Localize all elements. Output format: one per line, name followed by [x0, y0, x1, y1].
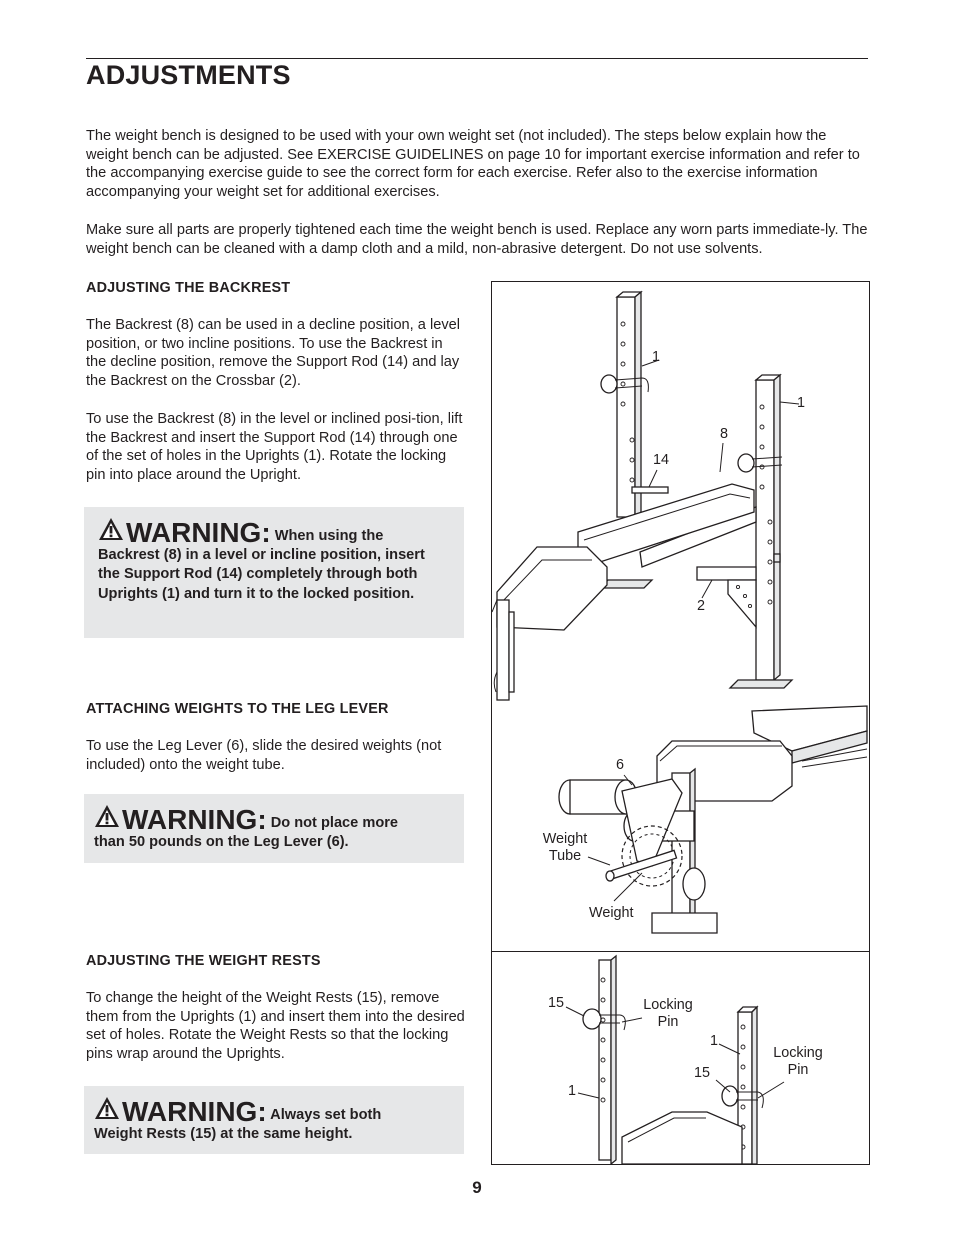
weight-rests-label-locking-pin-right: Locking Pin — [773, 1045, 823, 1078]
warning-triangle-icon — [94, 1096, 120, 1127]
backrest-paragraph-1: The Backrest (8) can be used in a decline position, a level position, or two incline positions. To use the Backrest in the decline position, remove the Support Rod (14) and lay the Backrest on the Crossbar (2). — [86, 317, 460, 389]
warning-label: WARNING: — [126, 517, 271, 548]
weight-rests-leader-lines — [492, 952, 869, 1164]
backrest-figure — [491, 281, 870, 703]
leg-lever-paragraph: To use the Leg Lever (6), slide the desired weights (not included) onto the weight tube. — [86, 738, 442, 773]
intro-paragraph-1: The weight bench is designed to be used with your own weight set (not included). The steps below explain how the weight bench can be adjusted. See EXERCISE GUIDELINES on page 10 for important exercise information and refer to the accompanying exercise guide to see the correct form for each exercise. Refer also to the exercise information accompanying your weight set for additional exercises. — [86, 128, 860, 200]
backrest-paragraph-2: To use the Backrest (8) in the level or inclined posi-tion, lift the Backrest and insert the Support Rod (14) through one of the set of holes in the Uprights (1). Rotate the locking pin into place around the Upright. — [86, 411, 463, 483]
warning-triangle-icon — [94, 804, 120, 835]
backrest-label-upright-left: 1 — [652, 349, 661, 365]
backrest-heading: ADJUSTING THE BACKREST — [86, 280, 291, 296]
weight-rests-label-locking-pin-left: Locking Pin — [643, 997, 693, 1030]
leg-lever-label-weight: Weight — [589, 905, 634, 921]
weight-rests-label-rest-right: 15 — [694, 1065, 711, 1081]
leg-lever-warning-lead: Do not place more — [270, 815, 399, 831]
backrest-warning-box — [84, 507, 464, 638]
backrest-warning-text: Backrest (8) in a level or incline position, insert the Support Rod (14) completely through both Uprights (1) and turn it to the locked position. — [98, 546, 425, 602]
weight-rests-label-rest-left: 15 — [548, 995, 565, 1011]
warning-label: WARNING: — [122, 804, 267, 835]
backrest-warning-lead: When using the — [274, 528, 384, 544]
leg-lever-heading: ATTACHING WEIGHTS TO THE LEG LEVER — [86, 701, 389, 717]
weight-rests-label-upright-left: 1 — [568, 1083, 577, 1099]
backrest-label-crossbar: 2 — [697, 598, 706, 614]
weight-rests-figure — [491, 951, 870, 1165]
leg-lever-figure — [491, 701, 870, 952]
leg-lever-label-lever: 6 — [616, 757, 625, 773]
warning-label: WARNING: — [122, 1096, 267, 1127]
leg-lever-label-weight-tube: Weight Tube — [542, 831, 588, 864]
warning-triangle-icon — [98, 517, 124, 548]
intro-paragraph-2: Make sure all parts are properly tightened each time the weight bench is used. Replace any worn parts immediate-ly. The weight bench can be cleaned with a damp cloth and a mild, non-abrasive detergent. Do not use solvents. — [86, 222, 868, 257]
backrest-label-upright-right: 1 — [797, 395, 806, 411]
leg-lever-warning-box — [84, 794, 464, 863]
leg-lever-leader-lines — [492, 701, 869, 951]
weight-rests-label-upright-right: 1 — [710, 1033, 719, 1049]
leg-lever-warning-text: than 50 pounds on the Leg Lever (6). — [94, 833, 349, 850]
backrest-label-backrest: 8 — [720, 426, 729, 442]
weight-rests-warning-box — [84, 1086, 464, 1154]
weight-rests-heading: ADJUSTING THE WEIGHT RESTS — [86, 953, 321, 969]
backrest-leader-lines — [492, 282, 869, 702]
page-number: 9 — [472, 1178, 482, 1197]
weight-rests-warning-lead: Always set both — [270, 1107, 382, 1123]
top-rule — [86, 58, 868, 59]
weight-rests-paragraph: To change the height of the Weight Rests (15), remove them from the Uprights (1) and insert them into the desired set of holes. Rotate the Weight Rests so that the locking pins wrap around the Uprights. — [86, 990, 465, 1062]
backrest-label-support-rod: 14 — [653, 452, 670, 468]
page-title: ADJUSTMENTS — [86, 60, 291, 90]
weight-rests-warning-text: Weight Rests (15) at the same height. — [94, 1125, 353, 1142]
